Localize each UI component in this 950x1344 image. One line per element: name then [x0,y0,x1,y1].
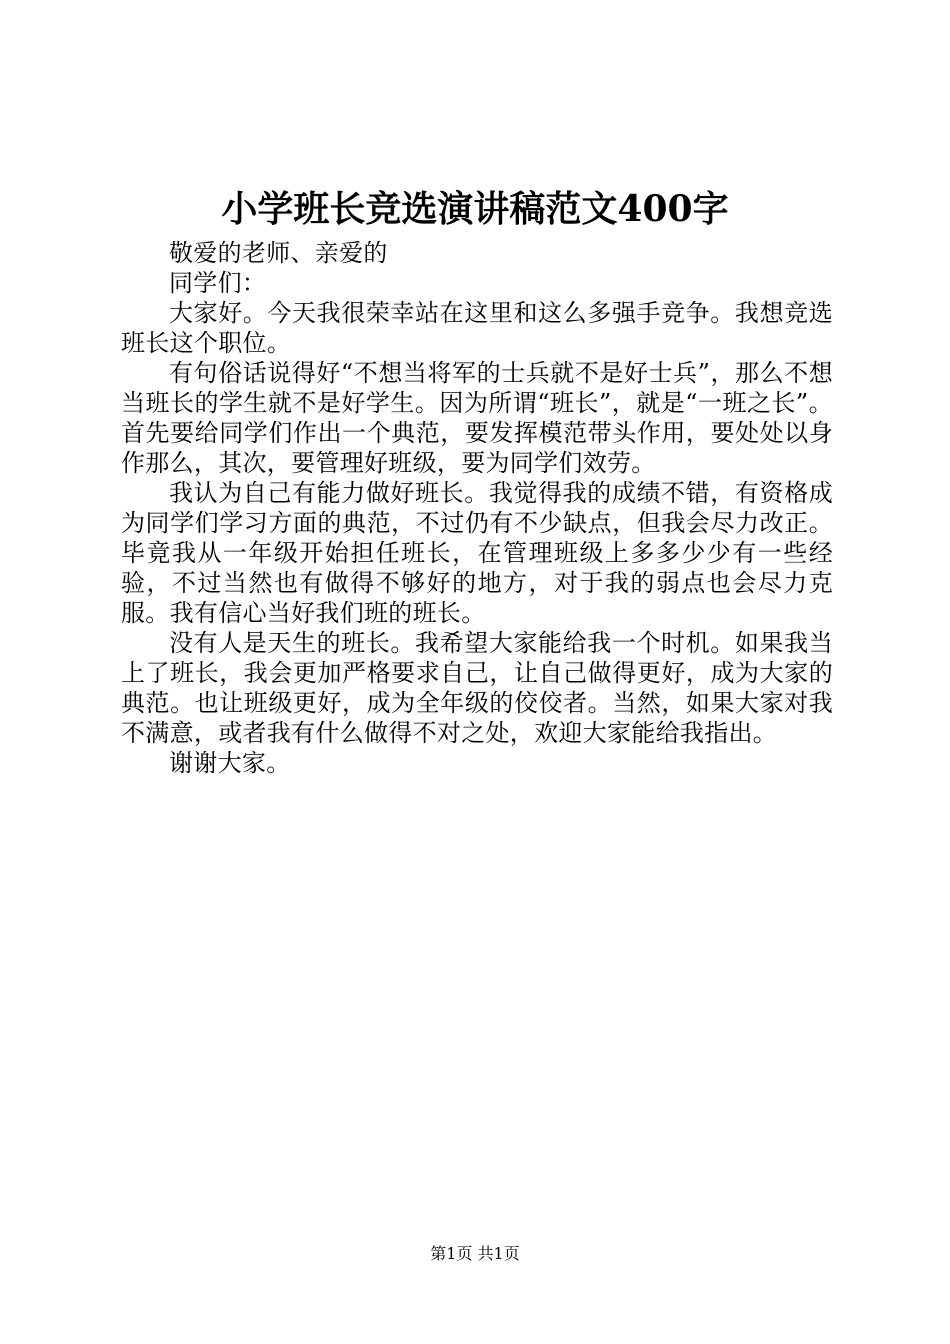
document-body [121,238,833,778]
paragraph-request: 没有人是天生的班长。我希望大家能给我一个时机。如果我当上了班长，我会更加严格要求自己，让自己做得更好，成为大家的典范。也让班级更好，成为全年级的佼佼者。当然，如果大家对我不满意，或者我有什么做得不对之处，欢迎大家能给我指出。 [121,629,833,747]
paragraph-proverb: 有句俗话说得好“不想当将军的士兵就不是好士兵”，那么不想当班长的学生就不是好学生。因为所谓“班长”，就是“一班之长”。首先要给同学们作出一个典范，要发挥模范带头作用，要处处以身作那么，其次，要管理好班级，要为同学们效劳。 [121,359,833,477]
paragraph-greeting: 大家好。今天我很荣幸站在这里和这么多强手竞争。我想竞选班长这个职位。 [121,299,833,357]
document-title: 小学班长竞选演讲稿范文400字 [221,188,729,230]
paragraph-ability: 我认为自己有能力做好班长。我觉得我的成绩不错，有资格成为同学们学习方面的典范，不过仍有不少缺点，但我会尽力改正。毕竟我从一年级开始担任班长，在管理班级上多多少少有一些经验，不过当然也有做得不够好的地方，对于我的弱点也会尽力克服。我有信心当好我们班的班长。 [121,479,833,627]
salutation-line-1: 敬爱的老师、亲爱的 [169,239,388,267]
paragraph-thanks: 谢谢大家。 [169,749,291,777]
page-number-footer: 第1页 共1页 [430,1244,520,1263]
salutation-line-2: 同学们： [169,269,267,297]
